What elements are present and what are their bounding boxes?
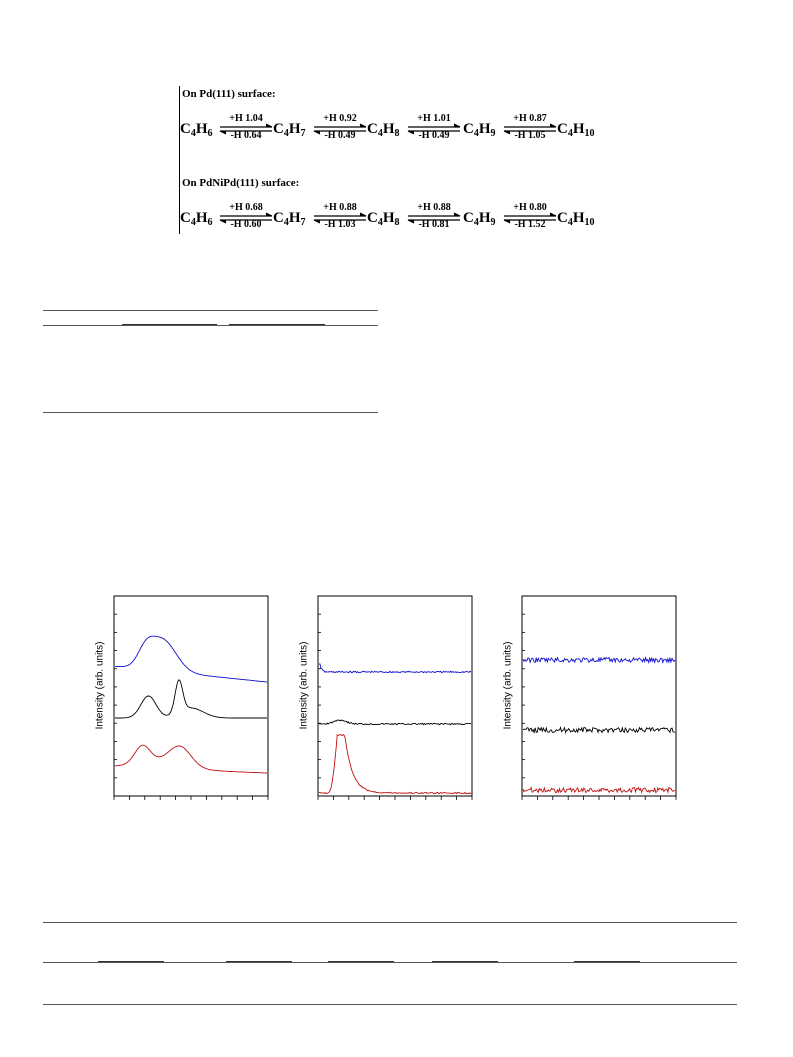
equilibrium-arrow [219,114,273,144]
spectrum-plot [296,592,486,804]
equilibrium-arrow [407,114,461,144]
forward-arrowhead [266,124,272,127]
formula-element: C [367,121,378,137]
equilibrium-arrow [219,203,273,233]
series-black [523,728,675,733]
table-1-group-rule [229,324,325,325]
formula-element: H [478,210,491,226]
reverse-barrier-label: -H 1.52 [514,219,546,230]
forward-arrowhead [360,213,366,216]
formula-subscript: 6 [207,217,213,228]
table-2-header-rule [43,962,737,963]
formula-element: H [382,121,395,137]
formula-element: C [557,121,568,137]
formula-element: C [180,210,191,226]
formula-subscript: 4 [190,128,196,139]
equilibrium-arrow [503,114,557,144]
series-red [523,788,675,793]
species-formula [367,210,400,228]
species-formula [557,121,595,139]
scheme-row-pdnipd111 [180,203,620,233]
reverse-barrier-label: -H 0.64 [230,130,262,141]
formula-subscript: 7 [300,217,306,228]
formula-subscript: 4 [567,128,573,139]
spectrum-panel-3 [500,592,690,804]
forward-arrowhead [266,213,272,216]
spectrum-plot [92,592,282,804]
formula-subscript: 9 [490,128,496,139]
table-1-header-rule [43,325,378,326]
y-axis-label: Intensity (arb. units) [502,641,514,730]
plot-frame [522,596,676,796]
forward-barrier-label: +H 1.01 [417,113,451,124]
formula-element: C [273,210,284,226]
forward-barrier-label: +H 0.88 [417,202,451,213]
species-formula [180,210,213,228]
table-2-bottom-rule [43,1004,737,1005]
series-black [115,680,267,718]
formula-subscript: 4 [377,217,383,228]
plot-frame [114,596,268,796]
formula-element: C [463,210,474,226]
formula-element: C [273,121,284,137]
spectrum-panel-1 [92,592,282,804]
forward-arrowhead [550,213,556,216]
formula-element: H [288,121,301,137]
species-formula [557,210,595,228]
formula-subscript: 4 [473,217,479,228]
formula-element: H [572,210,585,226]
series-red [319,735,471,794]
series-blue [523,658,675,663]
equilibrium-arrow [313,114,367,144]
formula-element: H [382,210,395,226]
table-2-group-rule [328,961,394,962]
formula-subscript: 9 [490,217,496,228]
species-formula [463,210,496,228]
formula-subscript: 8 [394,217,400,228]
formula-subscript: 4 [283,217,289,228]
formula-element: C [180,121,191,137]
forward-arrowhead [454,124,460,127]
series-red [115,745,267,773]
species-formula [273,210,306,228]
table-2-group-rule [226,961,292,962]
formula-subscript: 4 [377,128,383,139]
formula-subscript: 8 [394,128,400,139]
formula-element: C [367,210,378,226]
reverse-barrier-label: -H 0.49 [418,130,450,141]
spectrum-panel-2 [296,592,486,804]
formula-subscript: 4 [567,217,573,228]
formula-element: H [572,121,585,137]
equilibrium-arrow [503,203,557,233]
forward-barrier-label: +H 1.04 [229,113,263,124]
formula-subscript: 6 [207,128,213,139]
formula-element: H [195,210,208,226]
plot-frame [318,596,472,796]
forward-arrowhead [360,124,366,127]
table-2-group-rule [574,961,640,962]
formula-element: H [478,121,491,137]
table-2-group-rule [98,961,164,962]
species-formula [367,121,400,139]
reverse-barrier-label: -H 1.03 [324,219,356,230]
y-axis-label: Intensity (arb. units) [298,641,310,730]
table-1-group-rule [122,324,217,325]
table-1-bottom-rule [43,412,378,413]
spectrum-plot [500,592,690,804]
formula-subscript: 10 [584,217,595,228]
series-blue [319,664,471,673]
reverse-barrier-label: -H 0.60 [230,219,262,230]
table-2-top-rule [43,922,737,923]
series-blue [115,636,267,682]
scheme-heading-pdnipd111: On PdNiPd(111) surface: [182,177,300,189]
formula-subscript: 4 [190,217,196,228]
reverse-barrier-label: -H 0.49 [324,130,356,141]
formula-subscript: 7 [300,128,306,139]
y-axis-label: Intensity (arb. units) [94,641,106,730]
forward-arrowhead [550,124,556,127]
equilibrium-arrow [407,203,461,233]
table-1-top-rule [43,310,378,311]
formula-element: C [463,121,474,137]
table-2-group-rule [432,961,498,962]
formula-subscript: 4 [473,128,479,139]
forward-barrier-label: +H 0.88 [323,202,357,213]
scheme-row-pd111 [180,114,620,144]
forward-barrier-label: +H 0.68 [229,202,263,213]
species-formula [463,121,496,139]
forward-arrowhead [454,213,460,216]
equilibrium-arrow [313,203,367,233]
species-formula [180,121,213,139]
species-formula [273,121,306,139]
formula-subscript: 10 [584,128,595,139]
forward-barrier-label: +H 0.92 [323,113,357,124]
scheme-heading-pd111: On Pd(111) surface: [182,88,276,100]
formula-element: C [557,210,568,226]
series-black [319,720,471,725]
formula-element: H [288,210,301,226]
formula-subscript: 4 [283,128,289,139]
forward-barrier-label: +H 0.87 [513,113,547,124]
forward-barrier-label: +H 0.80 [513,202,547,213]
reverse-barrier-label: -H 0.81 [418,219,450,230]
reaction-scheme [179,86,620,234]
reverse-barrier-label: -H 1.05 [514,130,546,141]
formula-element: H [195,121,208,137]
